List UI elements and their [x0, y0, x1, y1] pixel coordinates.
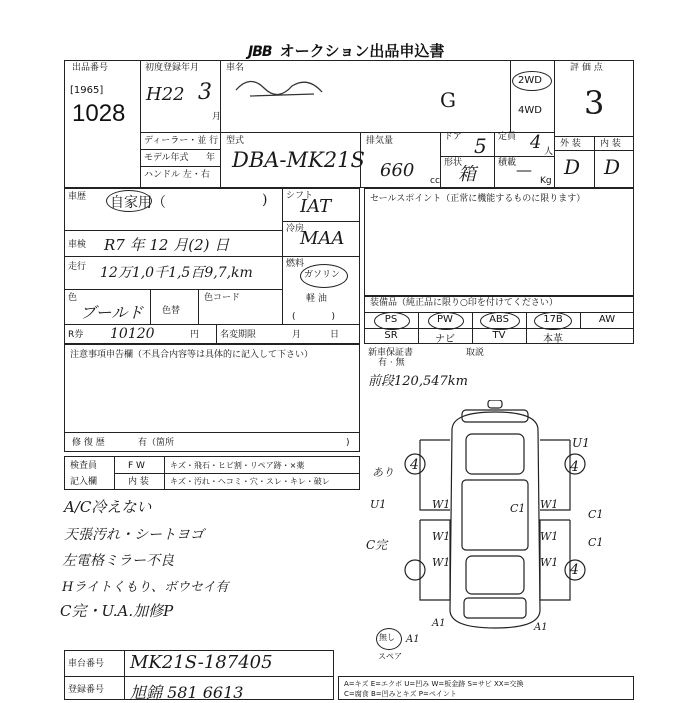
model-year-unit: 年	[206, 153, 216, 163]
comment-5: C完・U.A.加修P	[60, 602, 174, 620]
ac-label: 冷房	[286, 224, 305, 234]
first-reg-month: 3	[198, 80, 212, 105]
equipment-label: 装備品（純正品に限り○印を付けてください）	[370, 298, 558, 308]
fuel-label: 燃料	[286, 259, 305, 269]
load-label: 積載	[498, 158, 517, 168]
inspector-label2: 記入欄	[70, 477, 98, 487]
capacity-label: 定員	[498, 132, 517, 142]
legend-text2: C=腐食 B=凹みとキズ P=ペイント	[344, 690, 457, 698]
load-unit: Kg	[540, 176, 552, 186]
equip-ps: PS	[384, 314, 398, 325]
odo-note: 前段120,547km	[368, 374, 468, 389]
mark-ari: あり	[372, 466, 394, 479]
repair-label: 修 復 歴	[72, 438, 105, 448]
sales-point-label: セールスポイント（正常に機能するものに限ります）	[370, 194, 586, 204]
inspector-kizu1: キズ・飛石・ヒビ割・リペア跡・×薬	[170, 461, 305, 470]
inspection-label: 車検	[68, 240, 87, 250]
fuel-value: ガソリン	[304, 270, 341, 280]
mark-a1-left: A1	[432, 618, 446, 629]
rating-ext-value: D	[564, 155, 581, 179]
equip-sr: SR	[384, 330, 398, 341]
name-label: 車名	[226, 63, 245, 73]
drive-4wd: 4WD	[518, 105, 542, 116]
notes-frame	[64, 344, 360, 452]
mark-w1-d: W1	[540, 498, 559, 511]
history-value: 自家用（	[110, 195, 166, 211]
first-reg-year: H22	[146, 84, 185, 105]
manual-label: 取説	[466, 348, 485, 358]
drive-2wd: 2WD	[518, 75, 542, 86]
comment-1: A/C冷えない	[64, 498, 152, 516]
comment-2: 天張汚れ・シートヨゴ	[64, 527, 204, 543]
equip-leather: 本革	[543, 334, 563, 345]
equip-aw: AW	[598, 314, 616, 325]
comment-4: Hライトくもり、ボウセイ有	[62, 580, 229, 595]
handle-label: ハンドル 左・右	[144, 170, 210, 180]
equip-navi: ナビ	[435, 334, 455, 345]
model-year-label: モデル年式	[144, 153, 189, 163]
sales-frame	[364, 188, 634, 296]
shift-label: シフト	[286, 191, 314, 201]
equip-pw: PW	[437, 314, 453, 325]
rating-value: 3	[584, 84, 605, 122]
car-diagram	[400, 400, 590, 640]
shape-label: 形状	[444, 158, 463, 168]
displacement-label: 排気量	[366, 136, 394, 146]
reg-label: 登録番号	[68, 685, 105, 695]
recycle-label: R券	[68, 330, 84, 340]
inspector-label1: 検査員	[70, 461, 98, 471]
repair-close: )	[346, 438, 350, 448]
brand-logo: JBB	[248, 44, 272, 60]
type-label: 型式	[226, 136, 245, 146]
ac-value: MAA	[300, 228, 345, 249]
inspector-kizu2: キズ・汚れ・ヘコミ・穴・スレ・キレ・破レ	[170, 477, 330, 486]
equip-tv: TV	[492, 330, 506, 341]
form-title: オークション出品申込書	[279, 42, 445, 60]
equip-ps-circle	[374, 312, 410, 330]
mark-4-bot: 4	[570, 562, 579, 578]
mark-c1-c: C1	[510, 502, 526, 515]
grade-value: G	[440, 88, 456, 112]
color-label: 色	[68, 293, 78, 303]
equip-pw-circle	[428, 312, 464, 330]
mark-w1-f: W1	[540, 556, 559, 569]
color-code-label: 色コード	[204, 293, 241, 303]
displacement-value: 660	[380, 160, 415, 181]
warranty-opt: 有 · 無	[378, 358, 405, 368]
listing-label: 出品番号	[72, 63, 109, 73]
fuel-paren: ( )	[292, 312, 336, 322]
rating-int-label: 内 装	[600, 139, 621, 149]
notes-label: 注意事項申告欄（不具合内容等は具体的に記入して下さい）	[70, 350, 314, 360]
shape-value: 箱	[458, 164, 476, 185]
chassis-label: 車台番号	[68, 659, 105, 669]
type-value: DBA-MK21S	[232, 148, 365, 172]
equip-abs-circle	[480, 312, 520, 330]
equip-abs: ABS	[489, 314, 509, 325]
equip-17b-circle	[534, 312, 572, 330]
mark-w1-b: W1	[432, 530, 451, 543]
name-scribble	[230, 70, 330, 102]
mark-4-left: 4	[410, 457, 419, 473]
rating-label: 評 価 点	[570, 63, 603, 73]
capacity-value: 4	[530, 132, 542, 153]
doors-label: ドア	[444, 132, 462, 142]
mark-u1-top: U1	[572, 436, 590, 450]
history-label: 車歴	[68, 192, 87, 202]
period-month: 月	[292, 330, 302, 340]
equip-17b: 17B	[543, 314, 563, 325]
history-close: )	[262, 192, 268, 208]
repair-opt: 有（箇所	[138, 438, 175, 448]
recycle-unit: 円	[190, 330, 200, 340]
shift-value: IAT	[300, 196, 332, 217]
mark-w1-e: W1	[540, 530, 559, 543]
mileage-label: 走行	[68, 262, 87, 272]
listing-sub: [1965]	[70, 85, 104, 96]
mark-nashi: 無し	[379, 633, 395, 642]
first-reg-unit: 月	[212, 112, 222, 122]
capacity-unit: 人	[544, 147, 554, 157]
mileage-value: 12万1,0千1,5百9,7,km	[100, 265, 253, 281]
recycle-value: 10120	[110, 326, 155, 342]
displacement-unit: cc	[430, 176, 440, 186]
dealer-label: ディーラー・並 行	[144, 136, 219, 146]
period-day: 日	[330, 330, 340, 340]
comment-3: 左電格ミラー不良	[62, 553, 174, 569]
mark-w1-a: W1	[432, 498, 451, 511]
chassis-value: MK21S-187405	[130, 652, 273, 673]
title-row	[248, 40, 444, 62]
color-value: ブールド	[80, 303, 144, 322]
listing-number: 1028	[72, 100, 126, 127]
mark-spare: スペア	[378, 652, 402, 661]
inspector-int: 内 装	[128, 477, 149, 487]
mark-w1-c: W1	[432, 556, 451, 569]
fuel-diesel: 軽 油	[306, 294, 327, 304]
legend-text: A=キズ E=エクボ U=凹み W=板金跡 S=サビ XX=交換	[344, 680, 524, 688]
mark-c1-b: C1	[588, 536, 604, 549]
mark-4-right: 4	[570, 459, 579, 475]
first-reg-label: 初度登録年月	[145, 63, 200, 73]
rating-ext-label: 外 装	[560, 139, 581, 149]
mark-c-kan: C完	[366, 538, 388, 552]
inspection-value: R7 年 12 月(2) 日	[104, 236, 230, 254]
mark-a1-right: A1	[534, 622, 548, 633]
mark-a1-bot: A1	[406, 634, 420, 645]
warranty-label: 新車保証書	[368, 348, 414, 358]
load-value: —	[516, 160, 532, 179]
doors-value: 5	[474, 134, 487, 158]
reg-value: 旭錦 581 6613	[130, 683, 244, 702]
color-tone-label: 色替	[162, 306, 181, 316]
rating-int-value: D	[604, 155, 621, 179]
mark-c1-a: C1	[588, 508, 604, 521]
inspector-fw: F W	[128, 461, 145, 471]
drive-circle	[512, 71, 552, 91]
period-label: 名変期限	[220, 330, 257, 340]
mark-u1-left: U1	[370, 498, 387, 511]
